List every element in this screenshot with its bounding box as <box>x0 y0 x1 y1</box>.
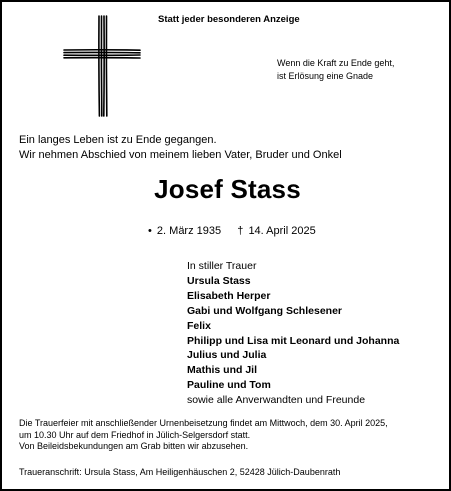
intro-line: Wir nehmen Abschied von meinem lieben Vater, Bruder und Onkel <box>19 149 342 161</box>
list-item: Elisabeth Herper <box>187 289 271 302</box>
list-item: Philipp und Lisa mit Leonard und Johanna <box>187 334 400 347</box>
life-dates <box>148 225 316 237</box>
deceased-name: Josef Stass <box>154 174 301 204</box>
list-item: Julius und Julia <box>187 349 267 362</box>
verse <box>277 57 394 82</box>
notice-line: um 10.30 Uhr auf dem Friedhof in Jülich-Selgersdorf statt. <box>19 429 251 440</box>
cross-icon <box>62 14 142 118</box>
list-item: Gabi und Wolfgang Schlesener <box>187 304 342 317</box>
birth-date: 2. März 1935 <box>156 225 222 237</box>
mourners-closing: sowie alle Anverwandten und Freunde <box>187 394 366 407</box>
list-item: Pauline und Tom <box>187 379 271 392</box>
list-item: Ursula Stass <box>187 274 251 287</box>
list-item: Felix <box>187 319 211 332</box>
funeral-notice <box>19 418 388 453</box>
mourners-list <box>187 259 399 408</box>
birth-icon: • <box>148 225 152 237</box>
notice-line: Von Beileidsbekundungen am Grab bitten wir abzusehen. <box>19 441 249 451</box>
death-icon: † <box>237 225 244 237</box>
intro-text <box>19 133 342 163</box>
statement-heading: Statt jeder besonderen Anzeige <box>158 14 300 25</box>
mourning-address: Traueranschrift: Ursula Stass, Am Heiligenhäuschen 2, 52428 Jülich-Daubenrath <box>19 467 341 477</box>
verse-line: ist Erlösung eine Gnade <box>277 70 374 81</box>
death-date: 14. April 2025 <box>248 225 316 237</box>
verse-line: Wenn die Kraft zu Ende geht, <box>277 58 395 68</box>
notice-line: Die Trauerfeier mit anschließender Urnenbeisetzung findet am Mittwoch, dem 30. April 2025, <box>19 418 388 428</box>
intro-line: Ein langes Leben ist zu Ende gegangen. <box>19 134 217 146</box>
list-item: Mathis und Jil <box>187 364 258 377</box>
mourners-intro: In stiller Trauer <box>187 260 257 272</box>
